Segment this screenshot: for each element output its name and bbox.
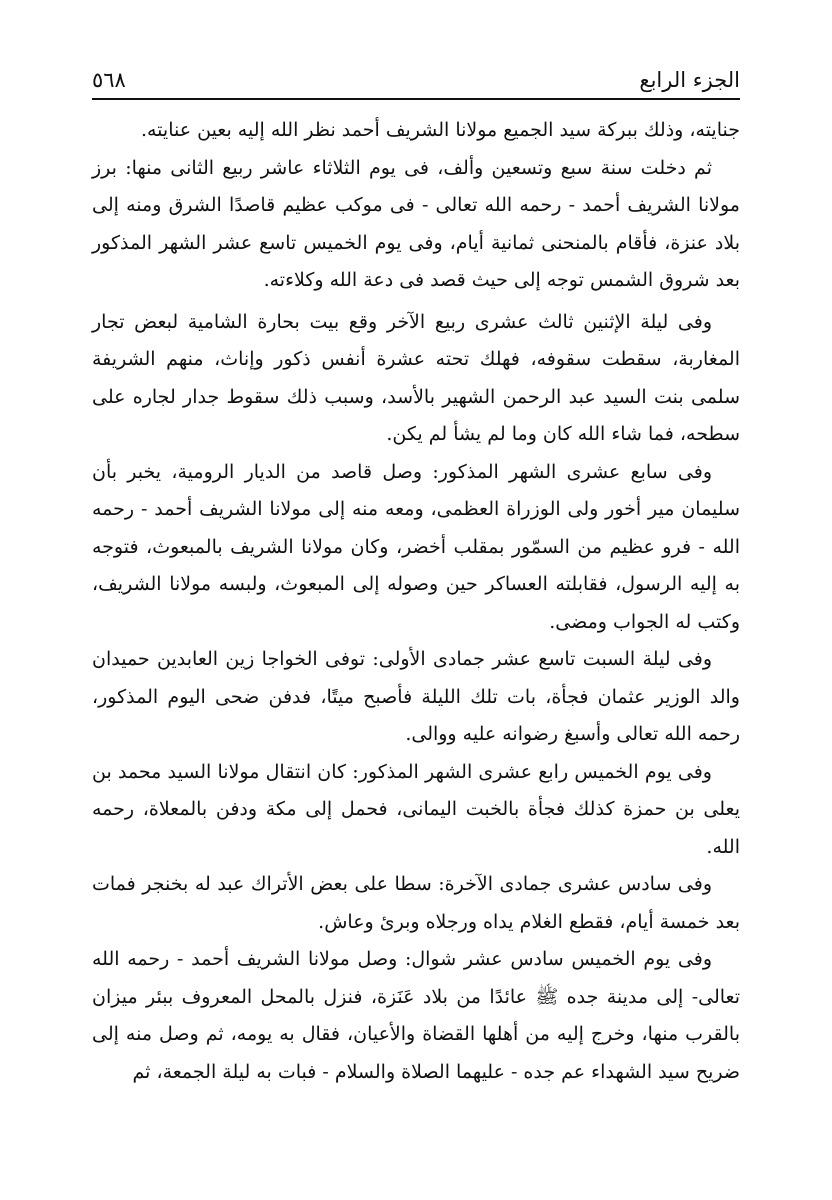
volume-title: الجزء الرابع	[639, 68, 740, 92]
paragraph: جنايته، وذلك ببركة سيد الجميع مولانا الشريف أحمد نظر الله إليه بعين عنايته.	[140, 119, 740, 141]
paragraph: ثم دخلت سنة سبع وتسعين وألف، فى يوم الثلاثاء عاشر ربيع الثانى منها: برز مولانا الشريف أحمد - رحمه الله تعالى - فى موكب عظيم قاصدًا الشرق ومنه إلى بلاد عنزة، فأقام بالمنحنى ثمانية أيام، وفى يوم الخميس تاسع عشر الشهر المذكور بعد شروق الشمس توجه إلى حيث قصد فى دعة الله وكلاءته.	[92, 156, 740, 291]
paragraph: وفى يوم الخميس رابع عشرى الشهر المذكور: كان انتقال مولانا السيد محمد بن يعلى بن حمزة كذلك فجأة بالخبت اليمانى، فحمل إلى مكة ودفن بالمعلاة، رحمه الله.	[92, 760, 740, 858]
paragraph: وفى سابع عشرى الشهر المذكور: وصل قاصد من الديار الرومية، يخبر بأن سليمان مير أخور ولى الوزراة العظمى، ومعه منه إلى مولانا الشريف أحمد - رحمه الله - فرو عظيم من السمّور بمقلب أخضر، وكان مولانا الشريف بالمبعوث، فتوجه به إليه الرسول، فقابلته العساكر حين وصوله إلى المبعوث، ولبسه مولانا الشريف، وكتب له الجواب ومضى.	[92, 460, 740, 633]
page-header	[92, 56, 740, 98]
paragraph: وفى ليلة السبت تاسع عشر جمادى الأولى: توفى الخواجا زين العابدين حميدان والد الوزير عثمان فجأة، بات تلك الليلة فأصبح ميتًا، فدفن ضحى اليوم المذكور، رحمه الله تعالى وأسبغ رضوانه عليه ووالى.	[92, 648, 740, 745]
body-text	[92, 112, 740, 1091]
paragraph: وفى يوم الخميس سادس عشر شوال: وصل مولانا الشريف أحمد - رحمه الله تعالى- إلى مدينة جده ﷺ عائدًا من بلاد عَنَزة، فنزل بالمحل المعروف ببئر ميزان بالقرب منها، وخرج إليه من أهلها القضاة والأعيان، فقال به يومه، ثم وصل منه إلى ضريح سيد الشهداء عم جده - عليهما الصلاة والسلام - فبات به ليلة الجمعة، ثم	[92, 948, 740, 1083]
paragraph: وفى سادس عشرى جمادى الآخرة: سطا على بعض الأتراك عبد له بخنجر فمات بعد خمسة أيام، فقطع الغلام يداه ورجلاه وبرئ وعاش.	[92, 873, 740, 933]
header-divider	[92, 98, 740, 100]
page-number: ٥٦٨	[92, 68, 126, 92]
paragraph: وفى ليلة الإثنين ثالث عشرى ربيع الآخر وقع بيت بحارة الشامية لبعض تجار المغاربة، سقطت سقوفه، فهلك تحته عشرة أنفس ذكور وإناث، منهم الشريفة سلمى بنت السيد عبد الرحمن الشهير بالأسد، وسبب ذلك سقوط جدار لجاره على سطحه، فما شاء الله كان وما لم يشأ لم يكن.	[92, 310, 740, 445]
